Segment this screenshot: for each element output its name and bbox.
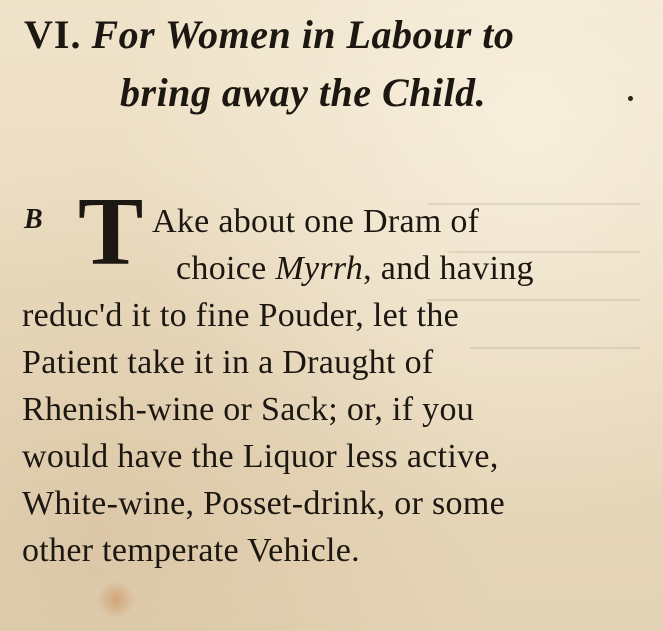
section-number: VI. xyxy=(24,12,82,57)
italic-term-myrrh: Myrrh xyxy=(275,250,364,287)
heading-line-1 xyxy=(24,6,654,64)
text-segment: choice xyxy=(176,250,276,287)
paragraph-line-7: White-wine, Posset-drink, or some xyxy=(22,485,505,522)
heading-title-part-2: bring away the Child. xyxy=(120,70,487,115)
show-through-texture: ────────── ───────── ────────── ──────── xyxy=(427,187,640,364)
text-segment: , and having xyxy=(363,250,534,287)
paragraph-line-5: Rhenish-wine or Sack; or, if you xyxy=(22,391,475,428)
paragraph-line-4: Patient take it in a Draught of xyxy=(22,344,434,381)
heading-title-part-1: For Women in Labour to xyxy=(91,12,515,57)
paragraph-line-8: other temperate Vehicle. xyxy=(22,532,360,569)
drop-cap: T xyxy=(78,178,144,286)
recipe-paragraph xyxy=(22,198,652,574)
section-heading xyxy=(24,6,654,122)
paragraph-line-1: Ake about one Dram of xyxy=(152,203,480,240)
signature-mark: B xyxy=(24,204,43,235)
paper-stain xyxy=(96,582,136,618)
ink-speck xyxy=(628,96,633,101)
paragraph-line-2 xyxy=(22,245,652,292)
paragraph-line-3: reduc'd it to fine Pouder, let the xyxy=(22,297,460,334)
paragraph-line-6: would have the Liquor less active, xyxy=(22,438,499,475)
